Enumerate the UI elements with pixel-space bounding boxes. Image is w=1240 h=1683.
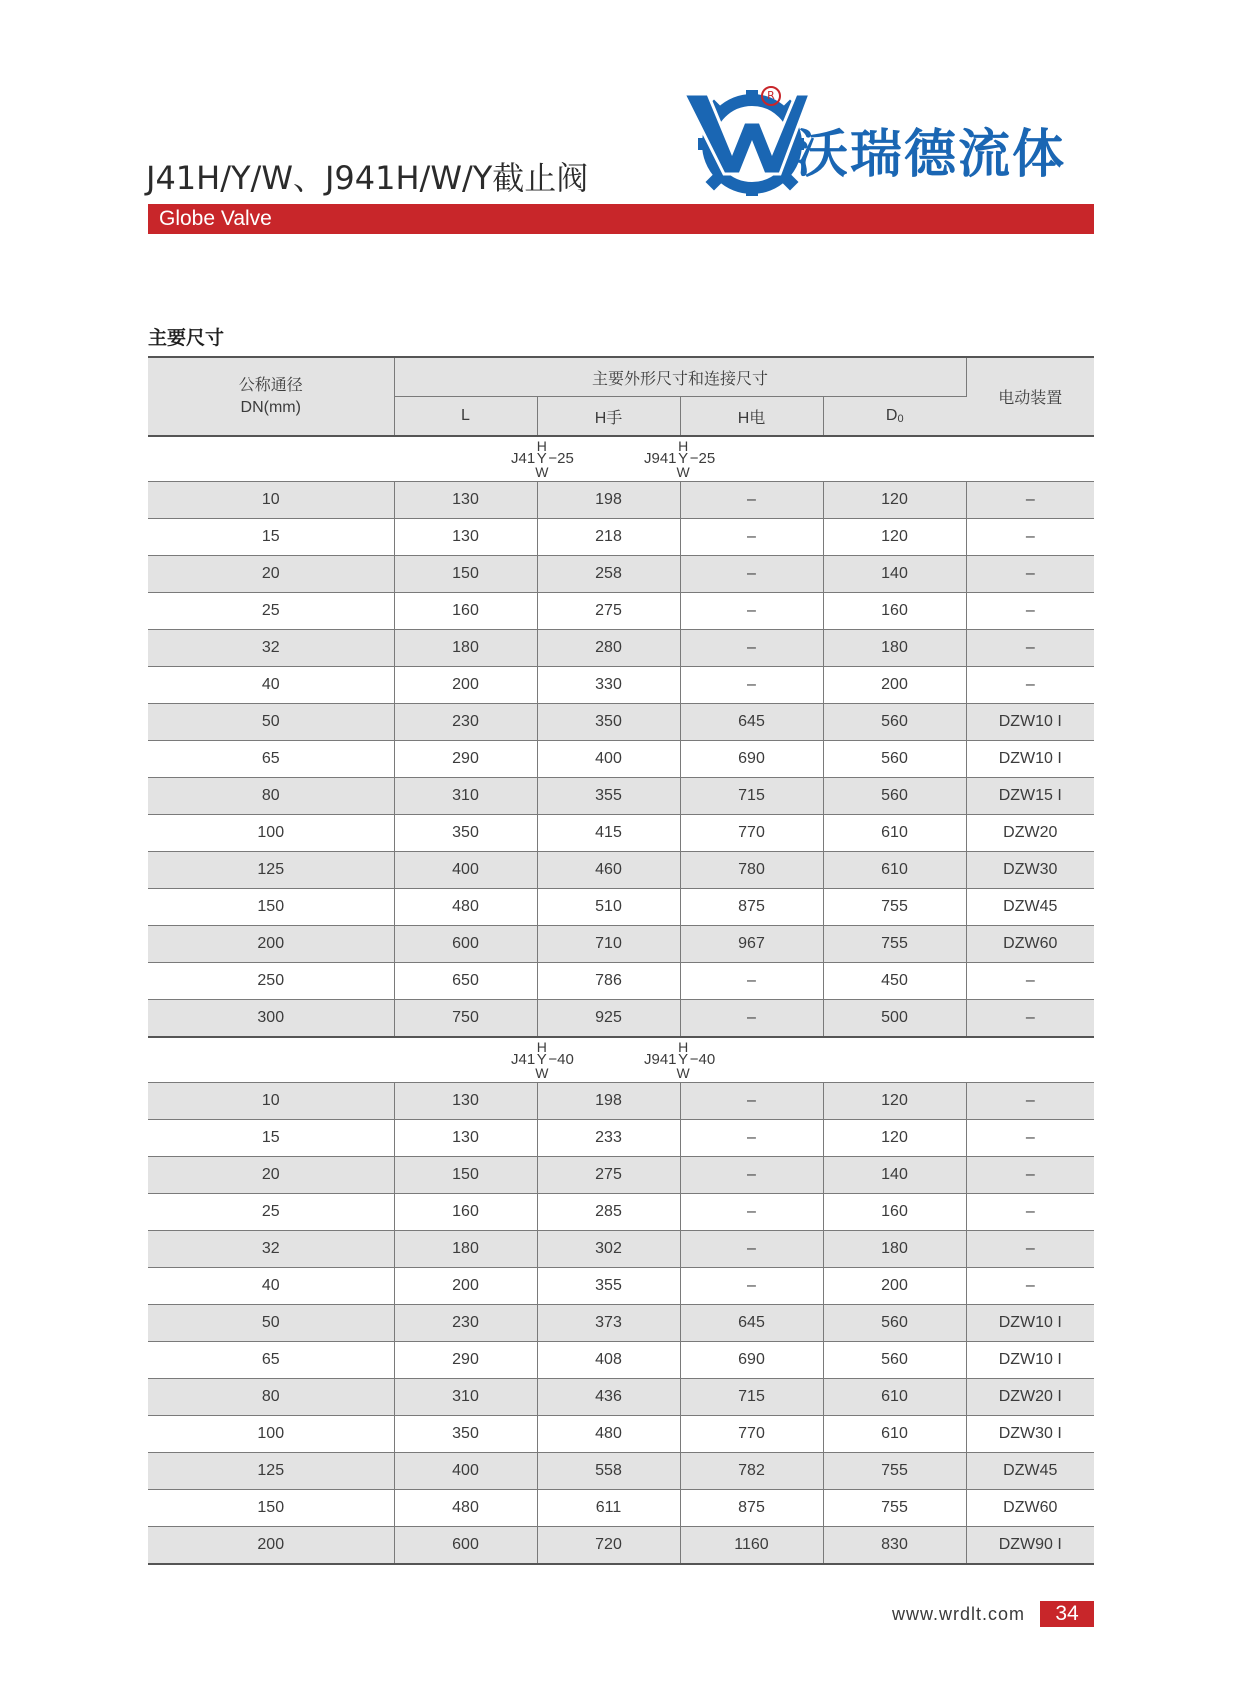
cell-D0: 180	[823, 1231, 966, 1268]
cell-H-elec: 875	[680, 889, 823, 926]
model-prefix: J41	[511, 1051, 536, 1068]
table-row	[148, 778, 1094, 815]
model-top: H	[536, 438, 547, 454]
table-row	[148, 1120, 1094, 1157]
cell-dn: 100	[148, 1416, 394, 1453]
cell-L: 180	[394, 1231, 537, 1268]
cell-H-elec: 715	[680, 778, 823, 815]
cell-H-hand: 198	[537, 482, 680, 519]
model-mid: Y	[678, 1051, 689, 1068]
registered-mark: R	[761, 86, 781, 106]
cell-dn: 15	[148, 519, 394, 556]
cell-L: 310	[394, 1379, 537, 1416]
cell-actuator: –	[966, 556, 1094, 593]
cell-actuator: DZW30	[966, 852, 1094, 889]
model-cell	[148, 436, 1094, 482]
cell-actuator: DZW90 I	[966, 1527, 1094, 1565]
page-title: J41H/Y/W、J941H/W/Y截止阀	[146, 159, 589, 197]
cell-actuator: –	[966, 1120, 1094, 1157]
dimension-table	[148, 356, 1094, 1565]
cell-L: 230	[394, 1305, 537, 1342]
cell-D0: 610	[823, 1416, 966, 1453]
model-label	[644, 439, 715, 479]
model-bottom: W	[676, 464, 690, 480]
cell-H-hand: 275	[537, 1157, 680, 1194]
cell-H-hand: 460	[537, 852, 680, 889]
cell-H-elec: –	[680, 1120, 823, 1157]
cell-H-hand: 350	[537, 704, 680, 741]
cell-D0: 830	[823, 1527, 966, 1565]
cell-actuator: –	[966, 1000, 1094, 1038]
header-group: 主要外形尺寸和连接尺寸	[394, 357, 966, 397]
table-row	[148, 556, 1094, 593]
cell-H-hand: 710	[537, 926, 680, 963]
cell-dn: 150	[148, 1490, 394, 1527]
cell-dn: 20	[148, 1157, 394, 1194]
cell-actuator: –	[966, 1083, 1094, 1120]
table-row	[148, 1083, 1094, 1120]
cell-L: 130	[394, 1120, 537, 1157]
table-row	[148, 926, 1094, 963]
cell-H-elec: –	[680, 593, 823, 630]
cell-L: 290	[394, 1342, 537, 1379]
cell-H-hand: 258	[537, 556, 680, 593]
cell-D0: 610	[823, 815, 966, 852]
cell-H-elec: 690	[680, 741, 823, 778]
model-suffix: −25	[548, 450, 574, 467]
model-material-stack	[535, 440, 548, 478]
model-bottom: W	[676, 1065, 690, 1081]
cell-H-hand: 510	[537, 889, 680, 926]
model-suffix: −40	[689, 1051, 716, 1068]
cell-actuator: DZW45	[966, 889, 1094, 926]
cell-L: 650	[394, 963, 537, 1000]
cell-H-hand: 436	[537, 1379, 680, 1416]
cell-actuator: DZW10 I	[966, 1342, 1094, 1379]
table-row	[148, 482, 1094, 519]
table-row	[148, 704, 1094, 741]
cell-D0: 560	[823, 778, 966, 815]
cell-H-elec: –	[680, 1000, 823, 1038]
model-suffix: −40	[548, 1051, 574, 1068]
cell-actuator: DZW10 I	[966, 741, 1094, 778]
cell-H-elec: –	[680, 963, 823, 1000]
model-material-stack	[677, 440, 690, 478]
model-prefix: J41	[511, 450, 536, 467]
cell-actuator: DZW10 I	[966, 704, 1094, 741]
header-H-hand: H手	[537, 397, 680, 437]
cell-H-elec: 770	[680, 815, 823, 852]
table-row	[148, 815, 1094, 852]
cell-H-hand: 415	[537, 815, 680, 852]
table-row	[148, 963, 1094, 1000]
brand-name: 沃瑞德流体	[796, 125, 1067, 185]
model-top: H	[678, 438, 689, 454]
cell-L: 180	[394, 630, 537, 667]
cell-D0: 160	[823, 1194, 966, 1231]
cell-dn: 100	[148, 815, 394, 852]
table-row	[148, 741, 1094, 778]
cell-H-hand: 302	[537, 1231, 680, 1268]
header-D0	[823, 397, 966, 437]
header-actuator: 电动装置	[966, 357, 1094, 436]
cell-D0: 140	[823, 556, 966, 593]
table-row	[148, 1268, 1094, 1305]
cell-actuator: DZW20	[966, 815, 1094, 852]
header-dn-label: 公称通径	[238, 376, 303, 394]
cell-actuator: DZW30 I	[966, 1416, 1094, 1453]
cell-D0: 450	[823, 963, 966, 1000]
cell-D0: 560	[823, 1342, 966, 1379]
cell-D0: 120	[823, 482, 966, 519]
cell-H-elec: 690	[680, 1342, 823, 1379]
subtitle-banner	[148, 204, 1094, 234]
cell-dn: 40	[148, 1268, 394, 1305]
table-row	[148, 1194, 1094, 1231]
subtitle-text: Globe Valve	[159, 207, 272, 230]
page-number: 34	[1040, 1601, 1094, 1627]
table-row	[148, 667, 1094, 704]
cell-L: 150	[394, 556, 537, 593]
cell-H-elec: –	[680, 1157, 823, 1194]
cell-D0: 160	[823, 593, 966, 630]
cell-H-hand: 275	[537, 593, 680, 630]
section-title: 主要尺寸	[148, 327, 225, 349]
cell-H-elec: –	[680, 482, 823, 519]
cell-H-elec: –	[680, 1231, 823, 1268]
cell-H-elec: 770	[680, 1416, 823, 1453]
cell-dn: 80	[148, 1379, 394, 1416]
cell-dn: 40	[148, 667, 394, 704]
cell-actuator: DZW20 I	[966, 1379, 1094, 1416]
cell-H-elec: –	[680, 1083, 823, 1120]
cell-H-hand: 400	[537, 741, 680, 778]
cell-H-hand: 355	[537, 1268, 680, 1305]
cell-D0: 755	[823, 889, 966, 926]
header-dn	[148, 357, 394, 436]
cell-dn: 25	[148, 1194, 394, 1231]
cell-actuator: –	[966, 963, 1094, 1000]
cell-H-elec: 782	[680, 1453, 823, 1490]
cell-D0: 120	[823, 519, 966, 556]
model-material-stack	[535, 1041, 548, 1079]
model-label	[644, 1040, 715, 1080]
cell-L: 310	[394, 778, 537, 815]
cell-H-elec: –	[680, 1268, 823, 1305]
cell-L: 160	[394, 593, 537, 630]
cell-D0: 500	[823, 1000, 966, 1038]
model-prefix: J941	[644, 1051, 677, 1068]
cell-dn: 125	[148, 852, 394, 889]
cell-H-elec: 645	[680, 1305, 823, 1342]
table-row	[148, 1342, 1094, 1379]
cell-H-elec: 967	[680, 926, 823, 963]
cell-actuator: –	[966, 593, 1094, 630]
cell-D0: 180	[823, 630, 966, 667]
cell-actuator: –	[966, 1231, 1094, 1268]
cell-D0: 140	[823, 1157, 966, 1194]
cell-dn: 20	[148, 556, 394, 593]
cell-dn: 32	[148, 1231, 394, 1268]
cell-L: 290	[394, 741, 537, 778]
cell-actuator: –	[966, 482, 1094, 519]
cell-actuator: –	[966, 1194, 1094, 1231]
cell-H-elec: 780	[680, 852, 823, 889]
cell-actuator: –	[966, 667, 1094, 704]
model-suffix: −25	[689, 450, 716, 467]
model-top: H	[678, 1039, 689, 1055]
cell-H-elec: 875	[680, 1490, 823, 1527]
cell-L: 150	[394, 1157, 537, 1194]
cell-actuator: –	[966, 519, 1094, 556]
cell-actuator: DZW45	[966, 1453, 1094, 1490]
cell-H-hand: 218	[537, 519, 680, 556]
cell-dn: 50	[148, 704, 394, 741]
cell-H-hand: 786	[537, 963, 680, 1000]
cell-H-hand: 330	[537, 667, 680, 704]
cell-H-hand: 373	[537, 1305, 680, 1342]
cell-L: 130	[394, 482, 537, 519]
header-D0-sub: 0	[897, 413, 904, 425]
header-H-elec: H电	[680, 397, 823, 437]
cell-H-hand: 720	[537, 1527, 680, 1565]
table-row	[148, 1157, 1094, 1194]
table-row	[148, 1000, 1094, 1038]
cell-D0: 200	[823, 667, 966, 704]
cell-actuator: –	[966, 1157, 1094, 1194]
cell-H-hand: 198	[537, 1083, 680, 1120]
cell-actuator: –	[966, 1268, 1094, 1305]
cell-D0: 120	[823, 1120, 966, 1157]
cell-actuator: DZW15 I	[966, 778, 1094, 815]
cell-L: 230	[394, 704, 537, 741]
cell-dn: 200	[148, 1527, 394, 1565]
cell-actuator: DZW60	[966, 1490, 1094, 1527]
cell-D0: 755	[823, 1490, 966, 1527]
cell-D0: 560	[823, 704, 966, 741]
table-row	[148, 852, 1094, 889]
table-row	[148, 1231, 1094, 1268]
cell-dn: 200	[148, 926, 394, 963]
cell-H-hand: 480	[537, 1416, 680, 1453]
cell-dn: 65	[148, 1342, 394, 1379]
cell-H-elec: 645	[680, 704, 823, 741]
cell-H-elec: –	[680, 556, 823, 593]
brand-logo	[684, 82, 1094, 197]
table-row	[148, 1379, 1094, 1416]
cell-L: 480	[394, 1490, 537, 1527]
cell-dn: 10	[148, 1083, 394, 1120]
cell-dn: 125	[148, 1453, 394, 1490]
model-mid: Y	[536, 1051, 547, 1068]
table-row	[148, 1490, 1094, 1527]
cell-D0: 755	[823, 926, 966, 963]
table-row	[148, 593, 1094, 630]
cell-L: 400	[394, 852, 537, 889]
cell-dn: 10	[148, 482, 394, 519]
model-top: H	[536, 1039, 547, 1055]
cell-dn: 300	[148, 1000, 394, 1038]
cell-L: 130	[394, 1083, 537, 1120]
table-row	[148, 519, 1094, 556]
cell-dn: 15	[148, 1120, 394, 1157]
cell-H-hand: 611	[537, 1490, 680, 1527]
header-dn-unit: DN(mm)	[240, 398, 301, 416]
table-row	[148, 1416, 1094, 1453]
table-row	[148, 1527, 1094, 1565]
cell-dn: 80	[148, 778, 394, 815]
cell-D0: 610	[823, 852, 966, 889]
cell-L: 600	[394, 1527, 537, 1565]
cell-H-hand: 408	[537, 1342, 680, 1379]
cell-L: 480	[394, 889, 537, 926]
cell-D0: 610	[823, 1379, 966, 1416]
cell-actuator: DZW10 I	[966, 1305, 1094, 1342]
cell-D0: 120	[823, 1083, 966, 1120]
header-L: L	[394, 397, 537, 437]
header-D0-main: D	[885, 407, 898, 424]
model-bottom: W	[535, 1065, 549, 1081]
cell-L: 200	[394, 667, 537, 704]
cell-H-elec: 715	[680, 1379, 823, 1416]
model-mid: Y	[678, 450, 689, 467]
table-row	[148, 1453, 1094, 1490]
cell-L: 600	[394, 926, 537, 963]
cell-D0: 755	[823, 1453, 966, 1490]
cell-dn: 65	[148, 741, 394, 778]
table-row	[148, 630, 1094, 667]
model-label	[511, 1040, 574, 1080]
cell-H-hand: 558	[537, 1453, 680, 1490]
cell-L: 400	[394, 1453, 537, 1490]
footer-url: www.wrdlt.com	[892, 1604, 1026, 1624]
model-row	[148, 436, 1094, 482]
model-row	[148, 1037, 1094, 1083]
model-label	[511, 439, 574, 479]
cell-H-hand: 233	[537, 1120, 680, 1157]
cell-dn: 250	[148, 963, 394, 1000]
table-row	[148, 889, 1094, 926]
model-mid: Y	[536, 450, 547, 467]
cell-actuator: DZW60	[966, 926, 1094, 963]
cell-H-elec: 1160	[680, 1527, 823, 1565]
cell-H-elec: –	[680, 630, 823, 667]
cell-L: 750	[394, 1000, 537, 1038]
model-bottom: W	[535, 464, 549, 480]
cell-H-elec: –	[680, 667, 823, 704]
cell-L: 350	[394, 1416, 537, 1453]
cell-H-elec: –	[680, 519, 823, 556]
cell-L: 350	[394, 815, 537, 852]
model-material-stack	[677, 1041, 690, 1079]
cell-L: 200	[394, 1268, 537, 1305]
cell-actuator: –	[966, 630, 1094, 667]
cell-dn: 25	[148, 593, 394, 630]
cell-H-hand: 280	[537, 630, 680, 667]
cell-dn: 50	[148, 1305, 394, 1342]
cell-D0: 200	[823, 1268, 966, 1305]
cell-H-hand: 925	[537, 1000, 680, 1038]
cell-H-hand: 355	[537, 778, 680, 815]
table-row	[148, 1305, 1094, 1342]
cell-L: 130	[394, 519, 537, 556]
cell-L: 160	[394, 1194, 537, 1231]
cell-dn: 32	[148, 630, 394, 667]
model-prefix: J941	[644, 450, 677, 467]
cell-dn: 150	[148, 889, 394, 926]
cell-H-hand: 285	[537, 1194, 680, 1231]
model-cell	[148, 1037, 1094, 1083]
cell-D0: 560	[823, 741, 966, 778]
cell-D0: 560	[823, 1305, 966, 1342]
cell-H-elec: –	[680, 1194, 823, 1231]
